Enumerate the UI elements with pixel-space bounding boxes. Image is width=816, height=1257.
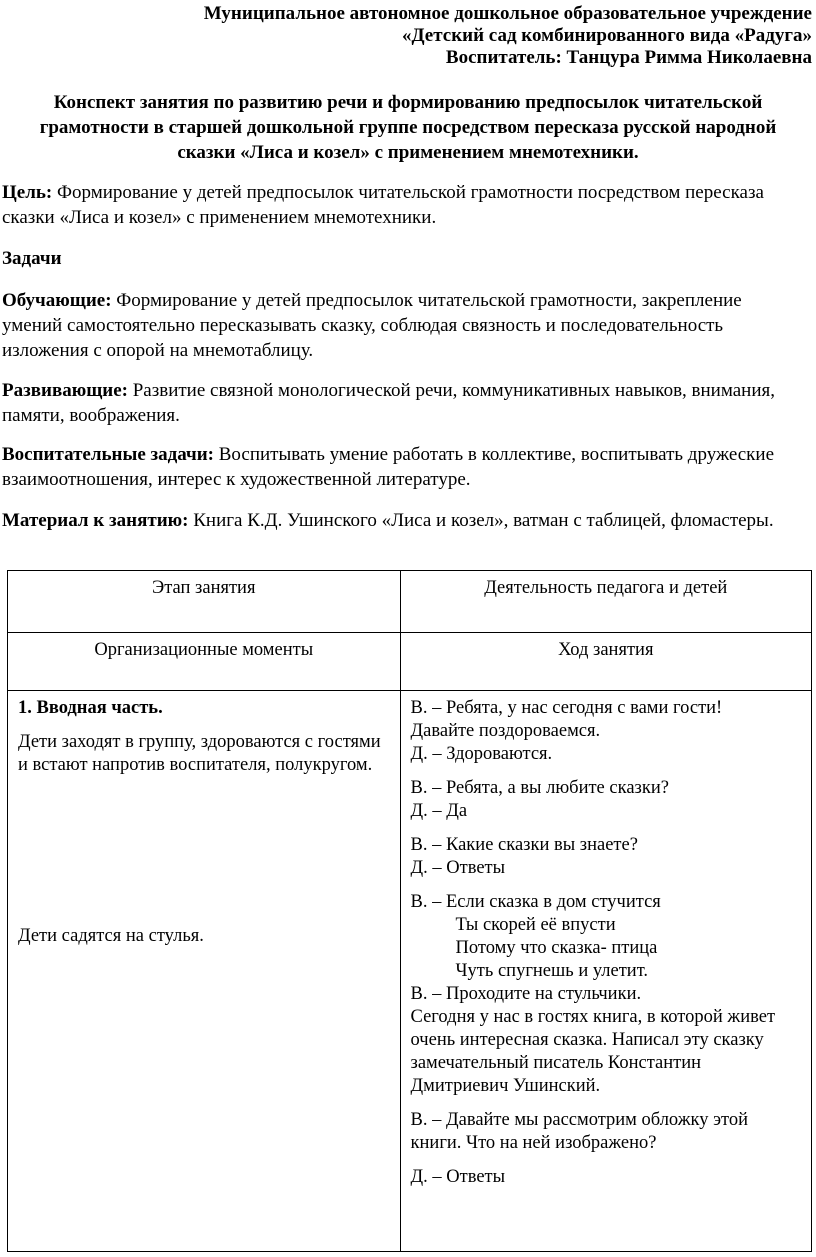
- header-line-kindergarten: «Детский сад комбинированного вида «Радуга»: [401, 25, 812, 46]
- teaching-tasks-paragraph: [2, 288, 792, 363]
- material-label: Материал к занятию:: [2, 510, 189, 531]
- poem-line: Ты скорей её впусти: [455, 915, 616, 935]
- dialog-line: В. – Проходите на стульчики.: [410, 984, 642, 1004]
- tasks-heading: Задачи: [2, 248, 62, 269]
- stage-cell: [8, 691, 401, 1252]
- material-text: Книга К.Д. Ушинского «Лиса и козел», ватман с таблицей, фломастеры.: [188, 510, 774, 531]
- header-line-institution: Муниципальное автономное дошкольное образовательное учреждение: [203, 3, 812, 24]
- stage-text-entry: Дети заходят в группу, здороваются с гостями и встают напротив воспитателя, полукругом.: [18, 732, 381, 775]
- poem-line: Чуть спугнешь и улетит.: [455, 961, 649, 981]
- developing-text: Развитие связной монологической речи, коммуникативных навыков, внимания, памяти, воображения.: [2, 380, 775, 426]
- developing-label: Развивающие:: [2, 380, 128, 401]
- developing-tasks-paragraph: [2, 378, 792, 428]
- dialog-line: Д. – Ответы: [410, 1167, 506, 1187]
- goal-paragraph: [2, 180, 792, 230]
- dialog-paragraph: Сегодня у нас в гостях книга, в которой живет очень интересная сказка. Написал эту сказку замечательный писатель Константин Дмитриевич Ушинский.: [410, 1007, 776, 1096]
- table-header-row: [8, 571, 812, 633]
- dialog-line: В. – Какие сказки вы знаете?: [410, 835, 638, 855]
- dialog-paragraph: В. – Давайте мы рассмотрим обложку этой книги. Что на ней изображено?: [410, 1110, 749, 1153]
- teaching-label: Обучающие:: [2, 290, 112, 311]
- poem-line: Потому что сказка- птица: [455, 938, 658, 958]
- stage-title: 1. Вводная часть.: [18, 698, 163, 718]
- educational-tasks-paragraph: [2, 442, 792, 492]
- lesson-title: [0, 90, 816, 165]
- header-cell-stage: [8, 571, 401, 633]
- title-line-3: сказки «Лиса и козел» с применением мнемотехники.: [177, 142, 639, 163]
- activity-cell: [400, 691, 811, 1252]
- subheader-course-text: Ход занятия: [558, 640, 654, 660]
- title-line-2: грамотности в старшей дошкольной группе посредством пересказа русской народной: [39, 117, 777, 138]
- header-line-teacher: Воспитатель: Танцура Римма Николаевна: [445, 47, 812, 68]
- dialog-line: В. – Ребята, у нас сегодня с вами гости!: [410, 698, 723, 718]
- stage-text-seating: Дети садятся на стулья.: [18, 926, 204, 946]
- dialog-line: Д. – Да: [410, 801, 468, 821]
- educational-label: Воспитательные задачи:: [2, 444, 214, 465]
- table-subheader-row: [8, 633, 812, 691]
- header-activity-text: Деятельность педагога и детей: [484, 578, 728, 598]
- institution-header: [204, 3, 812, 69]
- header-cell-activity: [400, 571, 811, 633]
- subheader-cell-org: [8, 633, 401, 691]
- dialog-line: Д. – Ответы: [410, 858, 506, 878]
- dialog-line: Д. – Здороваются.: [410, 744, 553, 764]
- goal-text: Формирование у детей предпосылок читательской грамотности посредством пересказа сказки «Лиса и козел» с применением мнемотехники.: [2, 182, 764, 228]
- lesson-plan-table: [7, 570, 812, 1252]
- subheader-org-text: Организационные моменты: [94, 640, 314, 660]
- table-row-intro: [8, 691, 812, 1252]
- dialog-line: Давайте поздороваемся.: [410, 721, 601, 741]
- teaching-text: Формирование у детей предпосылок читательской грамотности, закрепление умений самостоятельно пересказывать сказку, соблюдая связность и последовательность изложения с опорой на мнемотаблицу.: [2, 290, 742, 361]
- educational-text: Воспитывать умение работать в коллективе, воспитывать дружеские взаимоотношения, интерес к художественной литературе.: [2, 444, 775, 490]
- dialog-line: В. – Ребята, а вы любите сказки?: [410, 778, 669, 798]
- title-line-1: Конспект занятия по развитию речи и формированию предпосылок читательской: [53, 92, 763, 113]
- goal-label: Цель:: [2, 182, 53, 203]
- subheader-cell-course: [400, 633, 811, 691]
- header-stage-text: Этап занятия: [152, 578, 256, 598]
- material-paragraph: [2, 508, 792, 533]
- dialog-line: В. – Если сказка в дом стучится: [410, 892, 661, 912]
